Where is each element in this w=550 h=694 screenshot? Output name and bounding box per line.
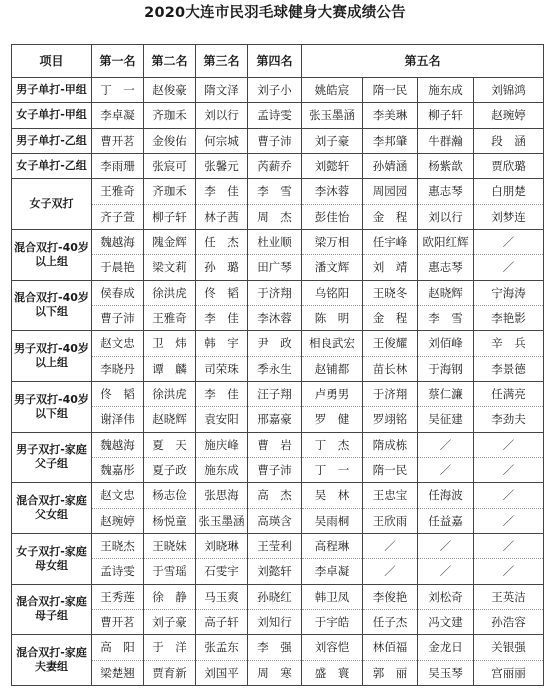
name-cell: 刘懿轩 <box>248 559 302 584</box>
name-cell: ／ <box>474 483 544 508</box>
name-cell: 刘梦连 <box>474 204 544 229</box>
name-cell: ／ <box>418 432 474 457</box>
table-row <box>12 305 544 330</box>
name-cell: 芮薪乔 <box>248 153 302 178</box>
name-cell: 夏 天 <box>144 432 196 457</box>
name-cell: 徐洪虎 <box>144 280 196 305</box>
name-cell: 马玉爽 <box>196 584 248 609</box>
table-row <box>12 153 544 178</box>
results-table <box>11 44 544 686</box>
event-label: 混合双打-家庭母子组 <box>12 584 92 635</box>
name-cell: 柳子轩 <box>418 103 474 128</box>
name-cell: 于济翔 <box>248 280 302 305</box>
header-fourth: 第四名 <box>248 45 302 78</box>
name-cell: 刘以行 <box>196 103 248 128</box>
name-cell: 李 雪 <box>248 179 302 204</box>
name-cell: 司荣珠 <box>196 356 248 381</box>
name-cell: 侯春成 <box>92 280 144 305</box>
name-cell: 田广琴 <box>248 255 302 280</box>
event-label: 男子单打-甲组 <box>12 78 92 103</box>
event-label: 男子双打-家庭父子组 <box>12 432 92 483</box>
name-cell: 高程琳 <box>302 533 363 558</box>
name-cell: 赵文忠 <box>92 331 144 356</box>
name-cell: 季永生 <box>248 356 302 381</box>
name-cell: 李 雪 <box>418 305 474 330</box>
name-cell: 杨悦童 <box>144 508 196 533</box>
header-third: 第三名 <box>196 45 248 78</box>
name-cell: 李邦肇 <box>363 128 418 153</box>
table-row <box>12 584 544 609</box>
page-title: 2020大连市民羽毛球健身大赛成绩公告 <box>144 5 406 21</box>
name-cell: 曹开茗 <box>92 128 144 153</box>
name-cell: 杨志俭 <box>144 483 196 508</box>
name-cell: 任益嘉 <box>418 508 474 533</box>
name-cell: 赵晓辉 <box>144 407 196 432</box>
table-row <box>12 331 544 356</box>
name-cell: 齐子萱 <box>92 204 144 229</box>
name-cell: 刘锦鸿 <box>474 78 544 103</box>
name-cell: ／ <box>474 255 544 280</box>
name-cell: 于雪瑶 <box>144 559 196 584</box>
name-cell: 赵文忠 <box>92 483 144 508</box>
table-row <box>12 432 544 457</box>
name-cell: 冯文建 <box>418 609 474 634</box>
name-cell: 李景德 <box>474 356 544 381</box>
table-row <box>12 356 544 381</box>
name-cell: ／ <box>474 508 544 533</box>
name-cell: 金 程 <box>363 204 418 229</box>
name-cell: 卢勇男 <box>302 381 363 406</box>
name-cell: 梁楚翘 <box>92 660 144 685</box>
name-cell: ／ <box>474 533 544 558</box>
name-cell: ／ <box>418 457 474 482</box>
name-cell: 刘国平 <box>196 660 248 685</box>
name-cell: 任满亮 <box>474 381 544 406</box>
name-cell: 金俊佑 <box>144 128 196 153</box>
name-cell: 于 洋 <box>144 635 196 660</box>
name-cell: 曹 岩 <box>248 432 302 457</box>
event-label: 混合双打-家庭父女组 <box>12 483 92 534</box>
name-cell: 齐珈禾 <box>144 103 196 128</box>
table-row <box>12 204 544 229</box>
name-cell: 辛 兵 <box>474 331 544 356</box>
name-cell: 韩 宇 <box>196 331 248 356</box>
table-row <box>12 280 544 305</box>
name-cell: 张孟东 <box>196 635 248 660</box>
name-cell: 王晓冬 <box>363 280 418 305</box>
name-cell: 吴玉琴 <box>418 660 474 685</box>
name-cell: 吴 林 <box>302 483 363 508</box>
name-cell: 王欣雨 <box>363 508 418 533</box>
name-cell: 曹开茗 <box>92 609 144 634</box>
name-cell: ／ <box>474 229 544 254</box>
name-cell: 丁 杰 <box>302 432 363 457</box>
name-cell: 李沐蓉 <box>302 179 363 204</box>
name-cell: 李 强 <box>248 635 302 660</box>
event-label: 女子双打-家庭母女组 <box>12 533 92 584</box>
name-cell: 白朋楚 <box>474 179 544 204</box>
name-cell: 柳子轩 <box>144 204 196 229</box>
event-label: 女子单打-甲组 <box>12 103 92 128</box>
name-cell: 丁 一 <box>92 78 144 103</box>
name-cell: 郭 丽 <box>363 660 418 685</box>
event-label: 男子单打-乙组 <box>12 128 92 153</box>
table-row <box>12 255 544 280</box>
name-cell: 林子茜 <box>196 204 248 229</box>
name-cell: 刘以行 <box>418 204 474 229</box>
name-cell: 赵俊豪 <box>144 78 196 103</box>
name-cell: 徐洪虎 <box>144 381 196 406</box>
table-row <box>12 457 544 482</box>
table-row <box>12 407 544 432</box>
name-cell: 孟诗雯 <box>92 559 144 584</box>
name-cell: 李艳影 <box>474 305 544 330</box>
name-cell: 赵琬婷 <box>474 103 544 128</box>
name-cell: 盛 寰 <box>302 660 363 685</box>
name-cell: 李美琳 <box>363 103 418 128</box>
name-cell: 王莹利 <box>248 533 302 558</box>
name-cell: 彭佳怡 <box>302 204 363 229</box>
name-cell: ／ <box>418 559 474 584</box>
name-cell: 于晨艳 <box>92 255 144 280</box>
name-cell: 王晓妹 <box>144 533 196 558</box>
event-label: 混合双打-家庭夫妻组 <box>12 635 92 686</box>
name-cell: 苗长林 <box>363 356 418 381</box>
name-cell: 高 杰 <box>248 483 302 508</box>
name-cell: 周园园 <box>363 179 418 204</box>
name-cell: 杨紫歆 <box>418 153 474 178</box>
name-cell: 汪子翔 <box>248 381 302 406</box>
name-cell: 李劲夫 <box>474 407 544 432</box>
name-cell: 赵铺都 <box>302 356 363 381</box>
table-row <box>12 103 544 128</box>
name-cell: 任子杰 <box>363 609 418 634</box>
name-cell: 隋一民 <box>363 457 418 482</box>
name-cell: 施东成 <box>196 457 248 482</box>
name-cell: 金龙日 <box>418 635 474 660</box>
name-cell: 隋文泽 <box>196 78 248 103</box>
name-cell: 刘佰峰 <box>418 331 474 356</box>
name-cell: 何宗城 <box>196 128 248 153</box>
name-cell: 关银强 <box>474 635 544 660</box>
name-cell: 谭 麟 <box>144 356 196 381</box>
name-cell: 罗翊铭 <box>363 407 418 432</box>
name-cell: 高子轩 <box>196 609 248 634</box>
name-cell: 王雅奇 <box>144 305 196 330</box>
name-cell: 刘松奇 <box>418 584 474 609</box>
table-row <box>12 229 544 254</box>
name-cell: 赵琬婷 <box>92 508 144 533</box>
name-cell: 吴雨桐 <box>302 508 363 533</box>
name-cell: 徐 静 <box>144 584 196 609</box>
header-row <box>12 45 544 78</box>
name-cell: 蔡仁濂 <box>418 381 474 406</box>
name-cell: 王英洁 <box>474 584 544 609</box>
name-cell: 高瑛含 <box>248 508 302 533</box>
name-cell: 袁安阳 <box>196 407 248 432</box>
name-cell: 孙婧涵 <box>363 153 418 178</box>
name-cell: 王俊耀 <box>363 331 418 356</box>
name-cell: 曹子沛 <box>92 305 144 330</box>
name-cell: 曹子沛 <box>248 128 302 153</box>
name-cell: 张思海 <box>196 483 248 508</box>
name-cell: 施庆峰 <box>196 432 248 457</box>
name-cell: 于济翔 <box>363 381 418 406</box>
name-cell: 相良武宏 <box>302 331 363 356</box>
event-label: 男子双打-40岁以下组 <box>12 381 92 432</box>
name-cell: 佟 韬 <box>92 381 144 406</box>
name-cell: 刘 靖 <box>363 255 418 280</box>
name-cell: 罗 健 <box>302 407 363 432</box>
name-cell: 魏越海 <box>92 432 144 457</box>
name-cell: ／ <box>363 533 418 558</box>
table-row <box>12 483 544 508</box>
table-row <box>12 179 544 204</box>
name-cell: 刘子小 <box>248 78 302 103</box>
name-cell: 金 程 <box>363 305 418 330</box>
name-cell: 齐珈禾 <box>144 179 196 204</box>
table-row <box>12 533 544 558</box>
name-cell: 贾欣璐 <box>474 153 544 178</box>
name-cell: 尹 政 <box>248 331 302 356</box>
name-cell: 乌铭阳 <box>302 280 363 305</box>
name-cell: 李晓丹 <box>92 356 144 381</box>
name-cell: ／ <box>474 432 544 457</box>
name-cell: 陈 明 <box>302 305 363 330</box>
name-cell: 梁文莉 <box>144 255 196 280</box>
name-cell: 孙晓红 <box>248 584 302 609</box>
name-cell: 李雨珊 <box>92 153 144 178</box>
name-cell: 隋一民 <box>363 78 418 103</box>
name-cell: 欧阳红辉 <box>418 229 474 254</box>
table-row <box>12 660 544 685</box>
name-cell: 魏越海 <box>92 229 144 254</box>
name-cell: 刘知行 <box>248 609 302 634</box>
name-cell: 宁海涛 <box>474 280 544 305</box>
event-label: 女子双打 <box>12 179 92 230</box>
name-cell: 杜业顺 <box>248 229 302 254</box>
name-cell: 隗金辉 <box>144 229 196 254</box>
name-cell: 孙 璐 <box>196 255 248 280</box>
name-cell: 惠志琴 <box>418 255 474 280</box>
event-label: 混合双打-40岁以下组 <box>12 280 92 331</box>
name-cell: 李 佳 <box>196 381 248 406</box>
name-cell: 周 杰 <box>248 204 302 229</box>
name-cell: 王晓杰 <box>92 533 144 558</box>
name-cell: 张宸可 <box>144 153 196 178</box>
name-cell: 佟 韬 <box>196 280 248 305</box>
name-cell: 王秀莲 <box>92 584 144 609</box>
name-cell: 魏嘉彤 <box>92 457 144 482</box>
name-cell: 张玉墨涵 <box>196 508 248 533</box>
name-cell: 梁万相 <box>302 229 363 254</box>
table-row <box>12 635 544 660</box>
name-cell: 邢嘉豪 <box>248 407 302 432</box>
name-cell: 韩卫凤 <box>302 584 363 609</box>
name-cell: 于宇皓 <box>302 609 363 634</box>
table-row <box>12 559 544 584</box>
name-cell: 于海钢 <box>418 356 474 381</box>
name-cell: ／ <box>363 559 418 584</box>
name-cell: 姚皓宸 <box>302 78 363 103</box>
name-cell: 刘子豪 <box>302 128 363 153</box>
name-cell: 谢泽伟 <box>92 407 144 432</box>
name-cell: 夏子政 <box>144 457 196 482</box>
name-cell: 段 涵 <box>474 128 544 153</box>
name-cell: 张馨元 <box>196 153 248 178</box>
name-cell: 李卓凝 <box>302 559 363 584</box>
name-cell: 石雯宇 <box>196 559 248 584</box>
name-cell: 刘晓琳 <box>196 533 248 558</box>
name-cell: 卫 炜 <box>144 331 196 356</box>
table-row <box>12 381 544 406</box>
name-cell: ／ <box>418 533 474 558</box>
name-cell: 孙浩容 <box>474 609 544 634</box>
name-cell: 李沐蓉 <box>248 305 302 330</box>
name-cell: 李 佳 <box>196 305 248 330</box>
name-cell: 吴征建 <box>418 407 474 432</box>
name-cell: 贾育新 <box>144 660 196 685</box>
header-event: 项目 <box>12 45 92 78</box>
name-cell: 周 寒 <box>248 660 302 685</box>
name-cell: 林佰福 <box>363 635 418 660</box>
table-row <box>12 128 544 153</box>
event-label: 混合双打-40岁以上组 <box>12 229 92 280</box>
name-cell: 王忠宝 <box>363 483 418 508</box>
name-cell: 赵晓辉 <box>418 280 474 305</box>
name-cell: 李 佳 <box>196 179 248 204</box>
header-second: 第二名 <box>144 45 196 78</box>
name-cell: 刘容恺 <box>302 635 363 660</box>
event-label: 男子双打-40岁以上组 <box>12 331 92 382</box>
name-cell: 潘文辉 <box>302 255 363 280</box>
table-row <box>12 78 544 103</box>
name-cell: 隋成栋 <box>363 432 418 457</box>
name-cell: 宫丽丽 <box>474 660 544 685</box>
name-cell: 刘子豪 <box>144 609 196 634</box>
name-cell: 李俊艳 <box>363 584 418 609</box>
name-cell: 孟诗雯 <box>248 103 302 128</box>
table-row <box>12 508 544 533</box>
name-cell: 刘懿轩 <box>302 153 363 178</box>
event-label: 女子单打-乙组 <box>12 153 92 178</box>
name-cell: 牛群瀚 <box>418 128 474 153</box>
header-fifth: 第五名 <box>302 45 544 78</box>
name-cell: 高 阳 <box>92 635 144 660</box>
name-cell: 任海波 <box>418 483 474 508</box>
name-cell: ／ <box>474 457 544 482</box>
table-row <box>12 609 544 634</box>
name-cell: 任宇峰 <box>363 229 418 254</box>
header-first: 第一名 <box>92 45 144 78</box>
name-cell: 施东成 <box>418 78 474 103</box>
name-cell: 张玉墨涵 <box>302 103 363 128</box>
name-cell: 任 杰 <box>196 229 248 254</box>
name-cell: 丁 一 <box>302 457 363 482</box>
name-cell: 王雅奇 <box>92 179 144 204</box>
name-cell: 惠志琴 <box>418 179 474 204</box>
name-cell: 曹子沛 <box>248 457 302 482</box>
name-cell: ／ <box>474 559 544 584</box>
name-cell: 李卓凝 <box>92 103 144 128</box>
